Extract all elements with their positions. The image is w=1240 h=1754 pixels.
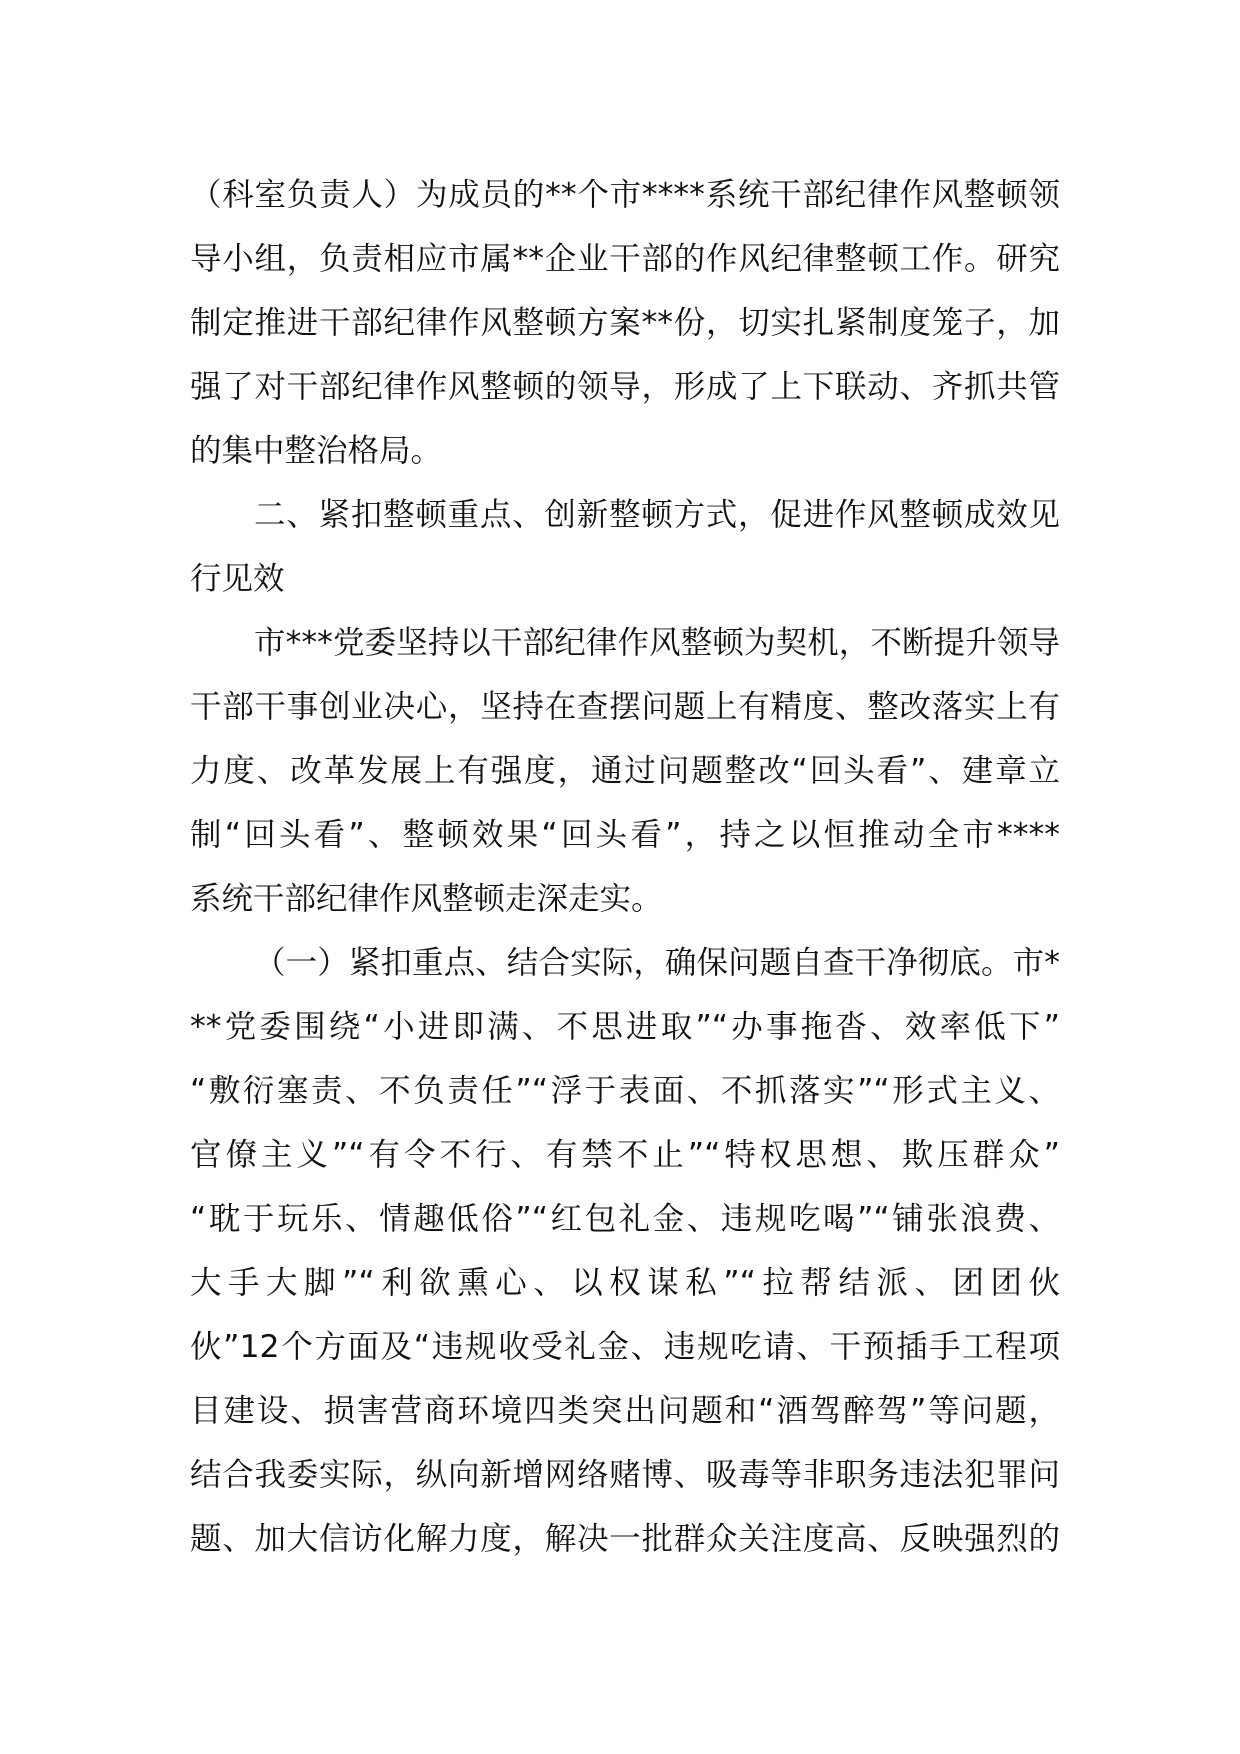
document-body: [190, 163, 1060, 1571]
subsection-line: （一）紧扣重点、结合实际，确保问题自查干净彻底。市*: [254, 945, 1060, 981]
body-line: （科室负责人）为成员的**个市****系统干部纪律作风整顿领: [190, 177, 1060, 213]
body-line: 制定推进干部纪律作风整顿方案**份，切实扎紧制度笼子，加: [190, 305, 1060, 341]
body-line: “敷衍塞责、不负责任”“浮于表面、不抓落实”“形式主义、: [190, 1073, 1060, 1109]
body-line: 干部干事创业决心，坚持在查摆问题上有精度、整改落实上有: [190, 689, 1060, 725]
body-line: 结合我委实际，纵向新增网络赌博、吸毒等非职务违法犯罪问: [190, 1457, 1060, 1493]
body-line: 伙”12个方面及“违规收受礼金、违规吃请、干预插手工程项: [190, 1329, 1060, 1365]
body-line: 制“回头看”、整顿效果“回头看”，持之以恒推动全市****: [190, 817, 1060, 853]
body-line: “耽于玩乐、情趣低俗”“红包礼金、违规吃喝”“铺张浪费、: [190, 1201, 1060, 1237]
section-heading-line: 二、紧扣整顿重点、创新整顿方式，促进作风整顿成效见: [254, 497, 1060, 533]
body-line: 目建设、损害营商环境四类突出问题和“酒驾醉驾”等问题，: [190, 1393, 1060, 1429]
body-line: 官僚主义”“有令不行、有禁不止”“特权思想、欺压群众”: [190, 1137, 1060, 1173]
body-line: **党委围绕“小进即满、不思进取”“办事拖沓、效率低下”: [190, 1009, 1060, 1045]
body-line: 力度、改革发展上有强度，通过问题整改“回头看”、建章立: [190, 753, 1060, 789]
body-line: 系统干部纪律作风整顿走深走实。: [190, 881, 663, 917]
section-heading-line: 行见效: [190, 561, 285, 597]
body-line: 题、加大信访化解力度，解决一批群众关注度高、反映强烈的: [190, 1521, 1060, 1557]
body-line: 的集中整治格局。: [190, 433, 443, 469]
body-line: 强了对干部纪律作风整顿的领导，形成了上下联动、齐抓共管: [190, 369, 1060, 405]
body-line: 大手大脚”“利欲熏心、以权谋私”“拉帮结派、团团伙: [190, 1265, 1060, 1301]
body-line: 导小组，负责相应市属**企业干部的作风纪律整顿工作。研究: [190, 241, 1060, 277]
body-line: 市***党委坚持以干部纪律作风整顿为契机，不断提升领导: [254, 625, 1060, 661]
